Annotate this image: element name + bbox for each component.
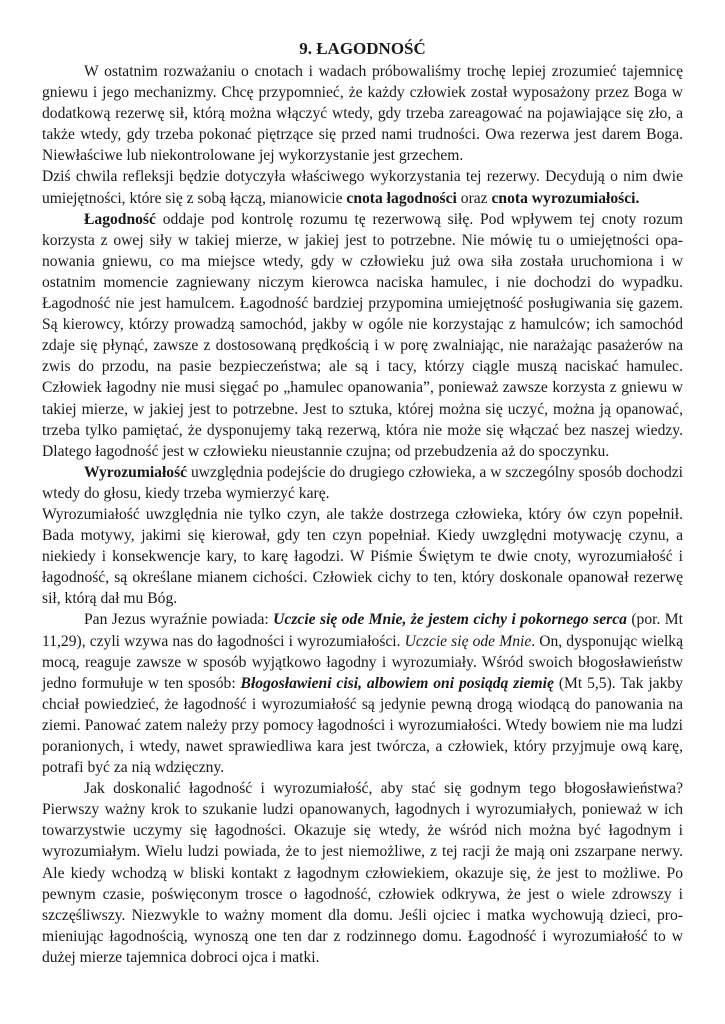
paragraph-gentleness-text: oddaje pod kontrolę rozumu tę rezerwową siłę. Pod wpływem tej cnoty rozum korzysta z owej siły w takiej mierze, w jakiej jest to potrzebne. Nie mówię tu o umiejętności opanowania gniewu, co ma miejsce wtedy, gdy w człowieku już owa siła została uruchomiona i w ostatnim momencie zagniewany niczym kierowca naciska hamulec, i nie dochodzi do wypadku. Łagodność nie jest hamulcem. Łagodność bardziej przypomina umiejętność posługiwania się gazem. Są kierowcy, którzy prowadzą samochód, jakby w ogóle nie korzystając z hamulców; ich samochód zdaje się płynąć, zawsze z dostosowaną prędkością i w porę zwalniając, nie narażając pasażerów na zwis do przodu, na pasie bezpieczeństwa; ale są i tacy, którzy ciągle muszą naciskać hamulec. Człowiek łagodny nie musi sięgać po „hamulec opanowania”, ponieważ zawsze korzysta z gniewu w takiej mierze, w jakiej jest to potrzebne. Jest to sztuka, której można się uczyć, można ją opanować, trzeba tylko pamiętać, że dysponujemy taką rezerwą, która nie może się włączać bez naszej wiedzy. Dlatego łagodność jest w człowieku nieustannie czujna; od przebudzenia aż do spoczynku. <box>42 210 683 460</box>
term-understanding: Wyrozumiałość <box>84 463 188 481</box>
scripture-quote-learn: Uczcie się ode Mnie <box>404 632 532 650</box>
term-gentleness: Łagodność <box>84 210 156 228</box>
document-page <box>42 38 683 968</box>
term-understanding-virtue: cnota wyrozumiałości. <box>491 189 640 207</box>
paragraph-understanding-detail: Wyrozumiałość uwzględnia nie tylko czyn, ale także dostrzega człowieka, który ów czyn popełnił. Bada motywy, jakimi się kierował, gdy ten czyn popełniał. Kiedy uwzględni motywację czynu, a niekiedy i konsekwencje kary, to karę łagodzi. W Piśmie Świętym te dwie cnoty, wyrozumiałość i łagodność, są określane mianem cichości. Człowiek cichy to ten, który doskonale opanował rezerwę sił, którą dał mu Bóg. <box>42 505 683 608</box>
paragraph-jesus-text-d: (Mt 5,5). Tak jakby chciał powiedzieć, że łagodność i wyrozumiałość są jedynie pewną drogą wiodącą do panowania na ziemi. Panować zatem należy przy pomocy łagodności i wyrozumiałości. Wtedy bowiem nie ma ludzi poranionych, i wtedy, nawet sprawiedliwa kara jest twórcza, a człowiek, który przyjmuje ową karę, potrafi być za nią wdzięczny. <box>42 674 683 777</box>
paragraph-jesus-text-c: . On, dysponując wielką mocą, reaguje zawsze w sposób wyjątkowo łagodny i wyrozumiały. Wśród swoich błogosławieństw jedno formułuje w ten sposób: <box>42 632 683 692</box>
chapter-title: 9. ŁAGODNOŚĆ <box>299 39 426 58</box>
paragraph-jesus <box>42 609 683 778</box>
paragraph-jesus-text-a: Pan Jezus wyraźnie powiada: <box>84 611 274 629</box>
paragraph-gentleness <box>42 209 683 462</box>
paragraph-understanding <box>42 462 683 504</box>
scripture-quote-beatitude: Błogosławieni cisi, albowiem oni posiądą ziemię <box>240 674 554 692</box>
scripture-quote-meek: Uczcie się ode Mnie, że jestem cichy i pokornego serca <box>273 611 627 629</box>
paragraph-reflection <box>42 166 683 208</box>
paragraph-intro: W ostatnim rozważaniu o cnotach i wadach próbowaliśmy trochę lepiej zrozumieć tajemnicę gniewu i jego mechanizmy. Chcę przypomnieć, że każdy człowiek został wyposażony przez Boga w dodatkową rezerwę sił, którą można włączyć wtedy, gdy trzeba zareagować na pojawiające się zło, a także wtedy, gdy trzeba pokonać piętrzące się przed nami trudności. Owa rezerwa jest darem Boga. Niewłaściwe lub niekontrolowane jej wykorzystanie jest grzechem. <box>42 63 683 165</box>
paragraph-practice: Jak doskonalić łagodność i wyrozumiałość, aby stać się godnym tego błogosławieństwa? Pierwszy ważny krok to szukanie ludzi opanowanych, łagodnych i wyrozumiałych, ponieważ w ich towarzystwie uczymy się łagodności. Okazuje się wtedy, że wśród nich można być łagodnym i wyrozumiałym. Wielu ludzi powiada, że to jest niemożliwe, z tej racji że mają oni zszarpane nerwy. Ale kiedy wchodzą w bliski kontakt z łagodnym człowiekiem, okazuje się, że jest to możliwe. Po pewnym czasie, poświęconym trosce o łagodność, człowiek odkrywa, że jest o wiele zdrowszy i szczęśliwszy. Niezwykle to ważny moment dla domu. Jeśli ojciec i matka wychowują dzieci, promieniując łagodnością, wynoszą one ten dar z rodzinnego domu. Łagodność i wyrozumiałość to w dużej mierze tajemnica dobroci ojca i matki. <box>42 780 683 966</box>
paragraph-reflection-text: Dziś chwila refleksji będzie dotyczyła właściwego wykorzystania tej rezerwy. Decydują o nim dwie umiejętności, które się z sobą łączą, mianowicie <box>42 168 683 207</box>
paragraph-reflection-conjunction: oraz <box>456 189 492 207</box>
paragraph-understanding-text: uwzględnia podejście do drugiego człowieka, a w szczególny sposób dochodzi wtedy do głosu, kiedy trzeba wymierzyć karę. <box>42 463 683 502</box>
paragraph-jesus-text-b: (por. Mt 11,29), czyli wzywa nas do łagodności i wyrozumiałości. <box>42 611 683 650</box>
term-gentleness-virtue: cnota łagodności <box>346 189 457 207</box>
